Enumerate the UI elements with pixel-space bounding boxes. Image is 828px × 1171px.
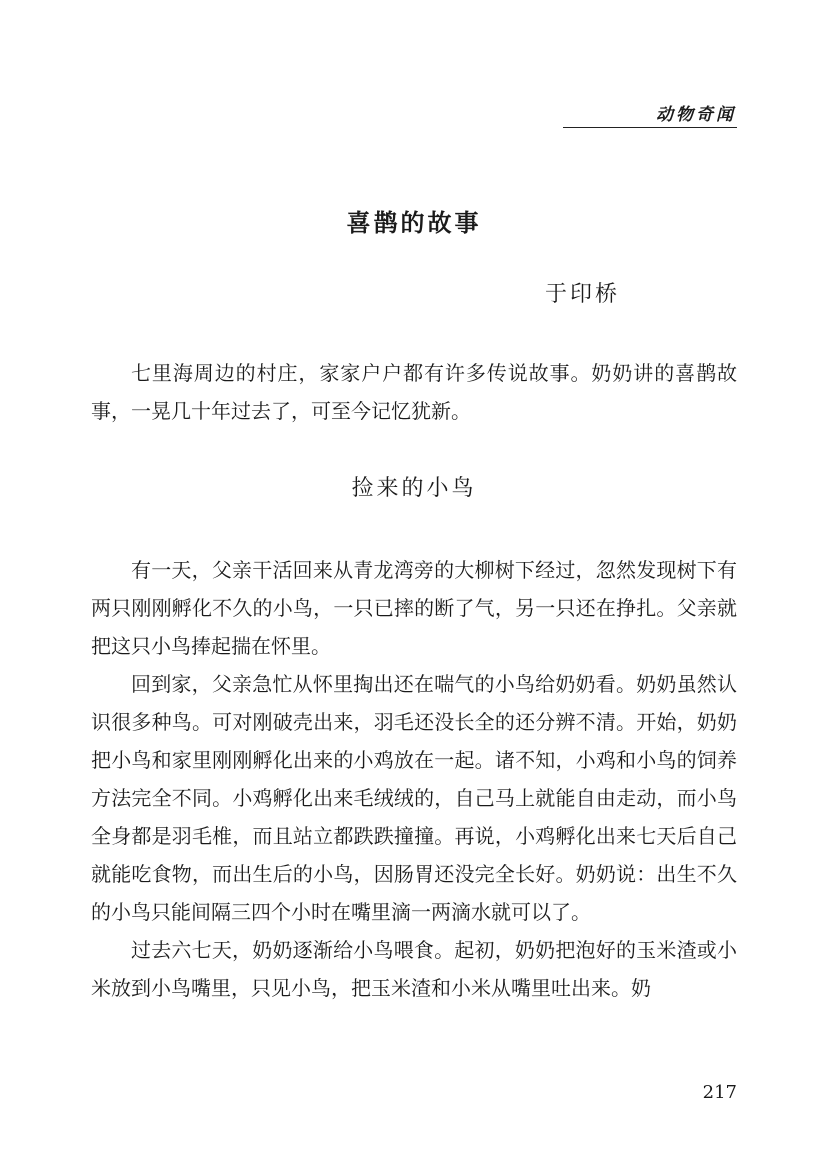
page-number: 217 bbox=[702, 1082, 737, 1103]
paragraph: 回到家，父亲急忙从怀里掏出还在喘气的小鸟给奶奶看。奶奶虽然认识很多种鸟。可对刚破壳出来，羽毛还没长全的还分辨不清。开始，奶奶把小鸟和家里刚刚孵化出来的小鸡放在一起。诸不知，小鸡和小鸟的饲养方法完全不同。小鸡孵化出来毛绒绒的，自己马上就能自由走动，而小鸟全身都是羽毛椎，而且站立都跌跌撞撞。再说，小鸡孵化出来七天后自己就能吃食物，而出生后的小鸟，因肠胃还没完全长好。奶奶说：出生不久的小鸟只能间隔三四个小时在嘴里滴一两滴水就可以了。 bbox=[91, 672, 737, 924]
paragraph: 七里海周边的村庄，家家户户都有许多传说故事。奶奶讲的喜鹊故事，一晃几十年过去了，可至今记忆犹新。 bbox=[91, 361, 737, 423]
intro-text bbox=[91, 354, 737, 430]
author-name: 于印桥 bbox=[545, 282, 621, 307]
running-head: 动物奇闻 bbox=[656, 105, 736, 125]
main-text bbox=[91, 551, 737, 1007]
article-title: 喜鹊的故事 bbox=[346, 209, 482, 237]
paragraph: 过去六七天，奶奶逐渐给小鸟喂食。起初，奶奶把泡好的玉米渣或小米放到小鸟嘴里，只见小鸟，把玉米渣和小米从嘴里吐出来。奶 bbox=[91, 938, 737, 1000]
paragraph: 有一天，父亲干活回来从青龙湾旁的大柳树下经过，忽然发现树下有两只刚刚孵化不久的小鸟，一只已摔的断了气，另一只还在挣扎。父亲就把这只小鸟捧起揣在怀里。 bbox=[91, 558, 737, 658]
section-heading: 捡来的小鸟 bbox=[351, 476, 477, 501]
running-head-rule bbox=[563, 127, 737, 128]
